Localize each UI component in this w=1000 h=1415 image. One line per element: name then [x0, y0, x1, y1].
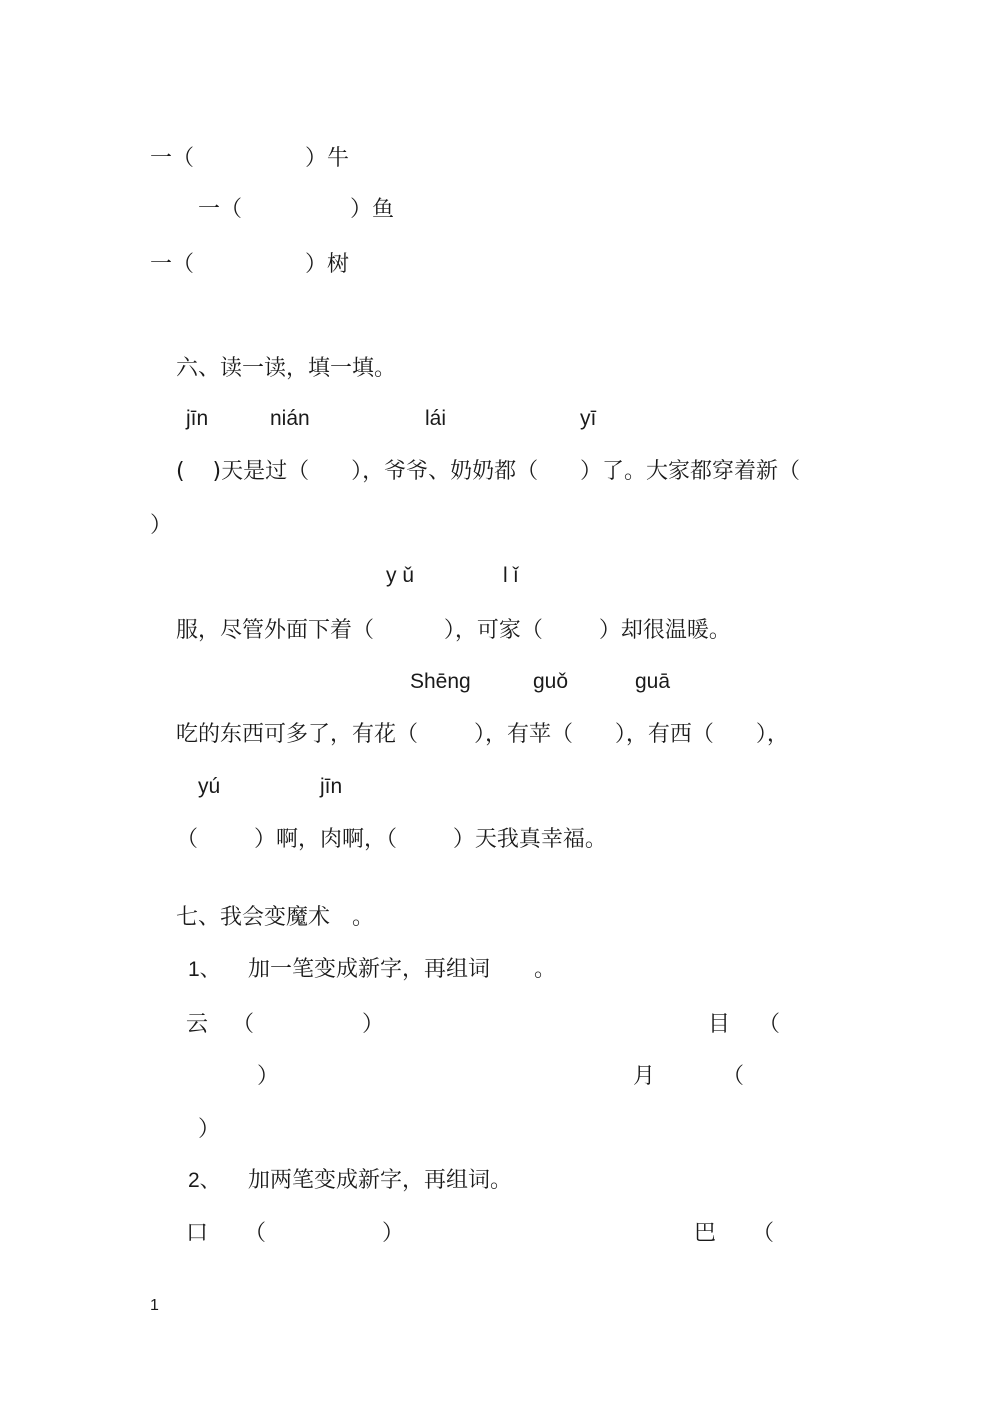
pinyin-li: l ǐ	[503, 564, 519, 587]
section6-line3: 吃的东西可多了，有花（ ），有苹（ ），有西（ ），	[176, 722, 789, 747]
q2-kou-open: （	[244, 1221, 267, 1246]
q2-char-ba: 巴	[694, 1221, 717, 1246]
section6-line4: （ ）啊，肉啊，（ ）天我真幸福。	[176, 827, 607, 852]
measure-word-3-suffix: ）树	[305, 252, 350, 277]
q1-yue-open: （	[722, 1064, 745, 1089]
page-number: 1	[150, 1297, 159, 1314]
pinyin-yu: y ǔ	[386, 564, 415, 587]
section6-line1-wrap: ）	[150, 513, 173, 538]
q1-yue-close: ）	[198, 1117, 221, 1142]
pinyin-jin: jīn	[186, 407, 209, 430]
measure-word-2-prefix: 一（	[198, 197, 243, 222]
pinyin-jin2: jīn	[320, 775, 343, 798]
q1-number: 1、	[188, 958, 221, 981]
pinyin-yu2: yú	[198, 775, 221, 798]
q2-number: 2、	[188, 1169, 221, 1192]
q2-instruction: 加两笔变成新字，再组词。	[248, 1168, 513, 1193]
measure-word-3-prefix: 一（	[150, 252, 195, 277]
section6-line1: ( )天是过（ ），爷爷、奶奶都（ ）了。大家都穿着新（	[176, 459, 801, 484]
pinyin-lai: lái	[425, 407, 447, 430]
section6-line2: 服，尽管外面下着（ ），可家（ ）却很温暖。	[176, 618, 731, 643]
section7-title: 七、我会变魔术 。	[176, 905, 375, 930]
q1-instruction: 加一笔变成新字，再组词 。	[248, 957, 557, 982]
section6-title: 六、读一读，填一填。	[176, 356, 397, 381]
q1-mu-open: （	[758, 1012, 781, 1037]
pinyin-sheng: Shēng	[410, 670, 471, 693]
q1-yun-open: （	[232, 1012, 255, 1037]
pinyin-nian: nián	[270, 407, 310, 430]
measure-word-2-suffix: ）鱼	[350, 197, 395, 222]
pinyin-guo: guǒ	[533, 670, 569, 693]
q1-yun-close: ）	[362, 1012, 385, 1037]
q1-char-yun: 云	[186, 1012, 209, 1037]
pinyin-yi: yī	[580, 407, 597, 430]
q1-char-yue: 月	[633, 1064, 656, 1089]
q1-char-mu: 目	[708, 1012, 731, 1037]
measure-word-1-suffix: ）牛	[305, 146, 350, 171]
q1-mu-close: ）	[257, 1064, 280, 1089]
q2-kou-close: ）	[382, 1221, 405, 1246]
q2-ba-open: （	[752, 1221, 775, 1246]
measure-word-1-prefix: 一（	[150, 146, 195, 171]
pinyin-gua: guā	[635, 670, 671, 693]
q2-char-kou: 口	[186, 1221, 209, 1246]
